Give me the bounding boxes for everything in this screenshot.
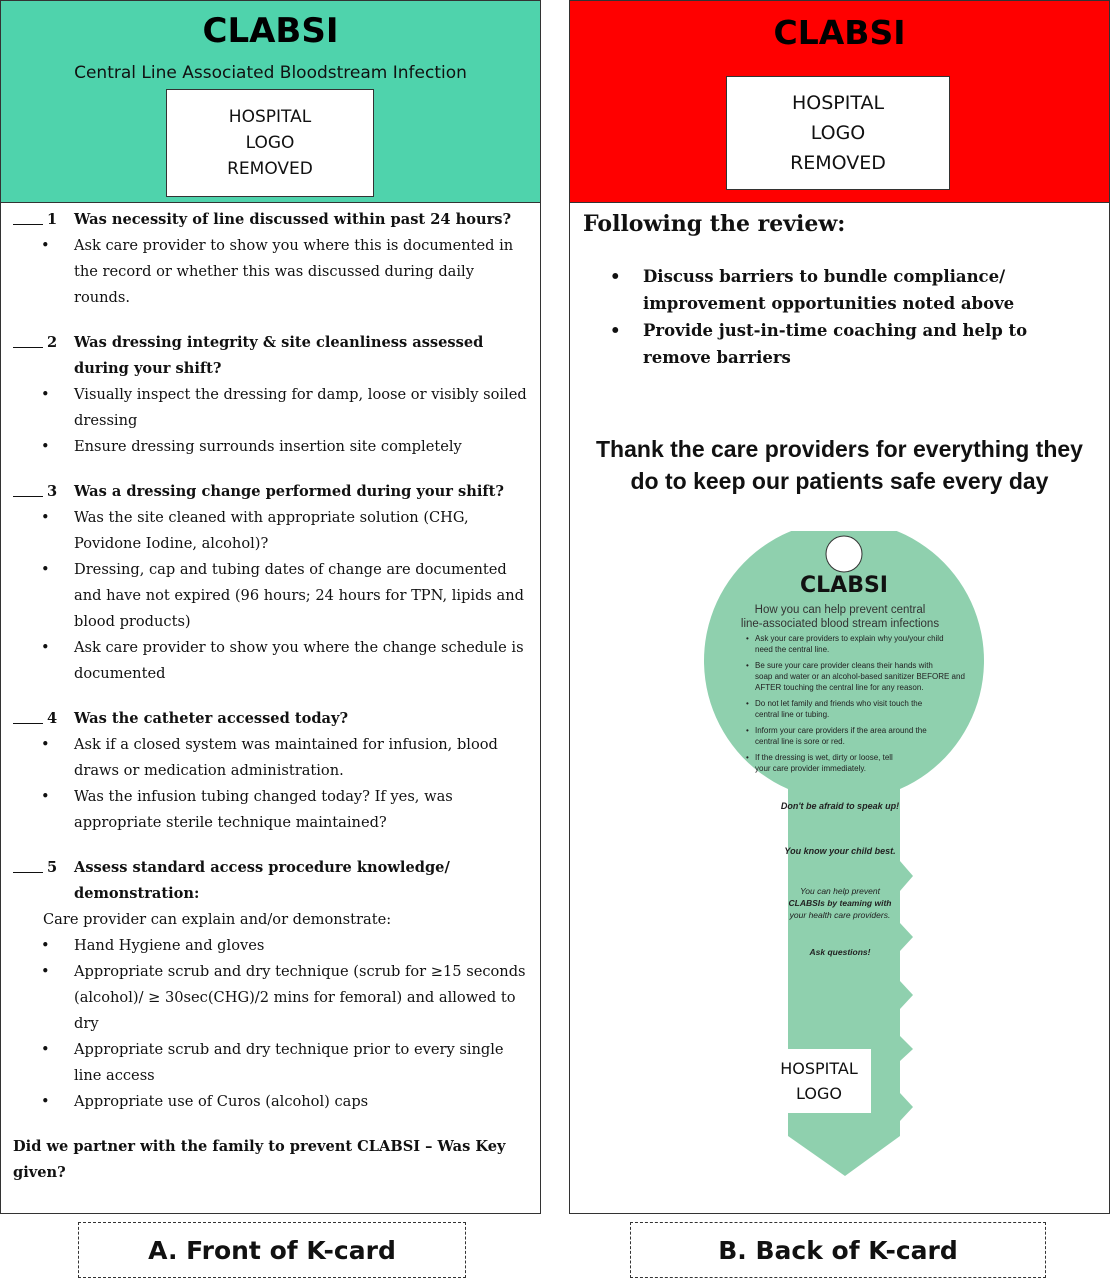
back-logo-text: HOSPITAL LOGO REMOVED xyxy=(790,92,886,174)
clabsi-key-tag xyxy=(700,531,985,1181)
key-bullet-line: central line is sore or red. xyxy=(755,737,845,746)
item-bullet: • Appropriate scrub and dry technique (scrub for ≥15 seconds (alcohol)/ ≥ 30sec(CHG)/2 mins for femoral) and allowed to dry xyxy=(41,963,526,1032)
check-blank[interactable] xyxy=(13,207,43,225)
key-logo-line1: HOSPITAL xyxy=(780,1059,858,1078)
front-logo-placeholder xyxy=(166,89,374,197)
key-bullet-line: Do not let family and friends who visit touch the xyxy=(755,699,923,708)
check-blank[interactable] xyxy=(13,479,43,497)
key-title: CLABSI xyxy=(800,573,888,598)
key-bullet-line: soap and water or an alcohol-based sanitizer BEFORE and xyxy=(755,672,965,681)
item-question: Was a dressing change performed during your shift? xyxy=(74,483,504,500)
key-msg-know-child: You know your child best. xyxy=(784,846,896,856)
item-bullet: • Ask if a closed system was maintained for infusion, blood draws or medication administration. xyxy=(41,736,498,779)
item-bullet: • Was the site cleaned with appropriate solution (CHG, Povidone Iodine, alcohol)? xyxy=(41,509,469,552)
item-bullet: • Dressing, cap and tubing dates of change are documented and have not expired (96 hours; 24 hours for TPN, lipids and blood products) xyxy=(41,561,524,630)
back-title: CLABSI xyxy=(773,13,906,52)
item-number: 4 xyxy=(47,710,58,727)
key-bullet-dot: • xyxy=(746,726,749,735)
item-question: Was necessity of line discussed within past 24 hours? xyxy=(74,211,512,228)
caption-back: B. Back of K-card xyxy=(630,1222,1046,1278)
key-bullet-line: need the central line. xyxy=(755,645,830,654)
item-question: Assess standard access procedure knowledge/ demonstration: xyxy=(74,859,450,902)
key-bullet-dot: • xyxy=(746,634,749,643)
review-heading: Following the review: xyxy=(583,211,846,237)
key-bullet-dot: • xyxy=(746,661,749,670)
key-subtitle-2: line-associated blood stream infections xyxy=(740,618,940,630)
checklist-item xyxy=(13,330,533,460)
key-msg-help-b: CLABSIs by teaming with xyxy=(788,898,892,908)
front-card xyxy=(0,0,541,1214)
key-logo-line2: LOGO xyxy=(796,1084,842,1103)
back-logo-placeholder xyxy=(726,76,950,190)
key-bullet-dot: • xyxy=(746,753,749,762)
key-bullet-line: Be sure your care provider cleans their hands with xyxy=(755,661,933,670)
family-partner-question: Did we partner with the family to prevent CLABSI – Was Key given? xyxy=(13,1138,506,1181)
check-blank[interactable] xyxy=(13,706,43,724)
item-bullet: • Visually inspect the dressing for damp, loose or visibly soiled dressing xyxy=(41,386,527,429)
item-number: 3 xyxy=(47,483,58,500)
review-list xyxy=(610,263,1100,371)
item-bullet: • Appropriate scrub and dry technique prior to every single line access xyxy=(41,1041,504,1084)
item-number: 5 xyxy=(47,859,58,876)
item-number: 1 xyxy=(47,211,58,228)
item-bullet: • Appropriate use of Curos (alcohol) caps xyxy=(41,1093,369,1110)
checklist-item xyxy=(13,706,533,836)
item-bullet: • Ensure dressing surrounds insertion site completely xyxy=(41,438,462,455)
item-bullet: • Hand Hygiene and gloves xyxy=(41,937,265,954)
back-header xyxy=(570,1,1109,203)
front-subtitle: Central Line Associated Bloodstream Infection xyxy=(74,63,467,83)
item-question: Was the catheter accessed today? xyxy=(74,710,349,727)
key-msg-ask: Ask questions! xyxy=(809,947,871,957)
key-bullet-line: central line or tubing. xyxy=(755,710,830,719)
checklist-item xyxy=(13,855,533,1115)
check-blank[interactable] xyxy=(13,855,43,873)
key-subtitle-1: How you can help prevent central xyxy=(754,604,926,616)
check-blank[interactable] xyxy=(13,330,43,348)
thank-message: Thank the care providers for everything they do to keep our patients safe every day xyxy=(596,436,1083,494)
item-question: Was dressing integrity & site cleanliness assessed during your shift? xyxy=(74,334,484,377)
review-bullet: • Discuss barriers to bundle compliance/ improvement opportunities noted above xyxy=(610,267,1015,313)
front-header xyxy=(1,1,540,203)
key-bullet-line: your care provider immediately. xyxy=(755,764,867,773)
front-logo-text: HOSPITAL LOGO REMOVED xyxy=(227,107,313,179)
key-msg-help-c: your health care providers. xyxy=(789,910,891,920)
checklist-item xyxy=(13,207,533,311)
checklist xyxy=(13,207,533,1186)
item-bullet: • Ask care provider to show you where this is documented in the record or whether this was discussed during daily rounds. xyxy=(41,237,514,306)
front-title: CLABSI xyxy=(202,11,339,51)
key-msg-speak-up: Don't be afraid to speak up! xyxy=(780,801,900,811)
key-bullet-line: AFTER touching the central line for any reason. xyxy=(755,683,924,692)
item-intro: Care provider can explain and/or demonstrate: xyxy=(43,911,392,928)
key-bullet-dot: • xyxy=(746,699,749,708)
review-bullet: • Provide just-in-time coaching and help to remove barriers xyxy=(610,321,1028,367)
item-bullet: • Ask care provider to show you where the change schedule is documented xyxy=(41,639,524,682)
key-bullet-line: Inform your care providers if the area around the xyxy=(755,726,927,735)
checklist-item xyxy=(13,479,533,687)
item-number: 2 xyxy=(47,334,58,351)
key-bullet-line: Ask your care providers to explain why you/your child xyxy=(755,634,944,643)
item-bullet: • Was the infusion tubing changed today? If yes, was appropriate sterile technique maintained? xyxy=(41,788,453,831)
caption-front: A. Front of K-card xyxy=(78,1222,466,1278)
key-hole xyxy=(826,536,862,572)
back-card xyxy=(569,0,1110,1214)
key-bullet-line: If the dressing is wet, dirty or loose, tell xyxy=(755,753,893,762)
key-msg-help-a: You can help prevent xyxy=(800,886,880,896)
